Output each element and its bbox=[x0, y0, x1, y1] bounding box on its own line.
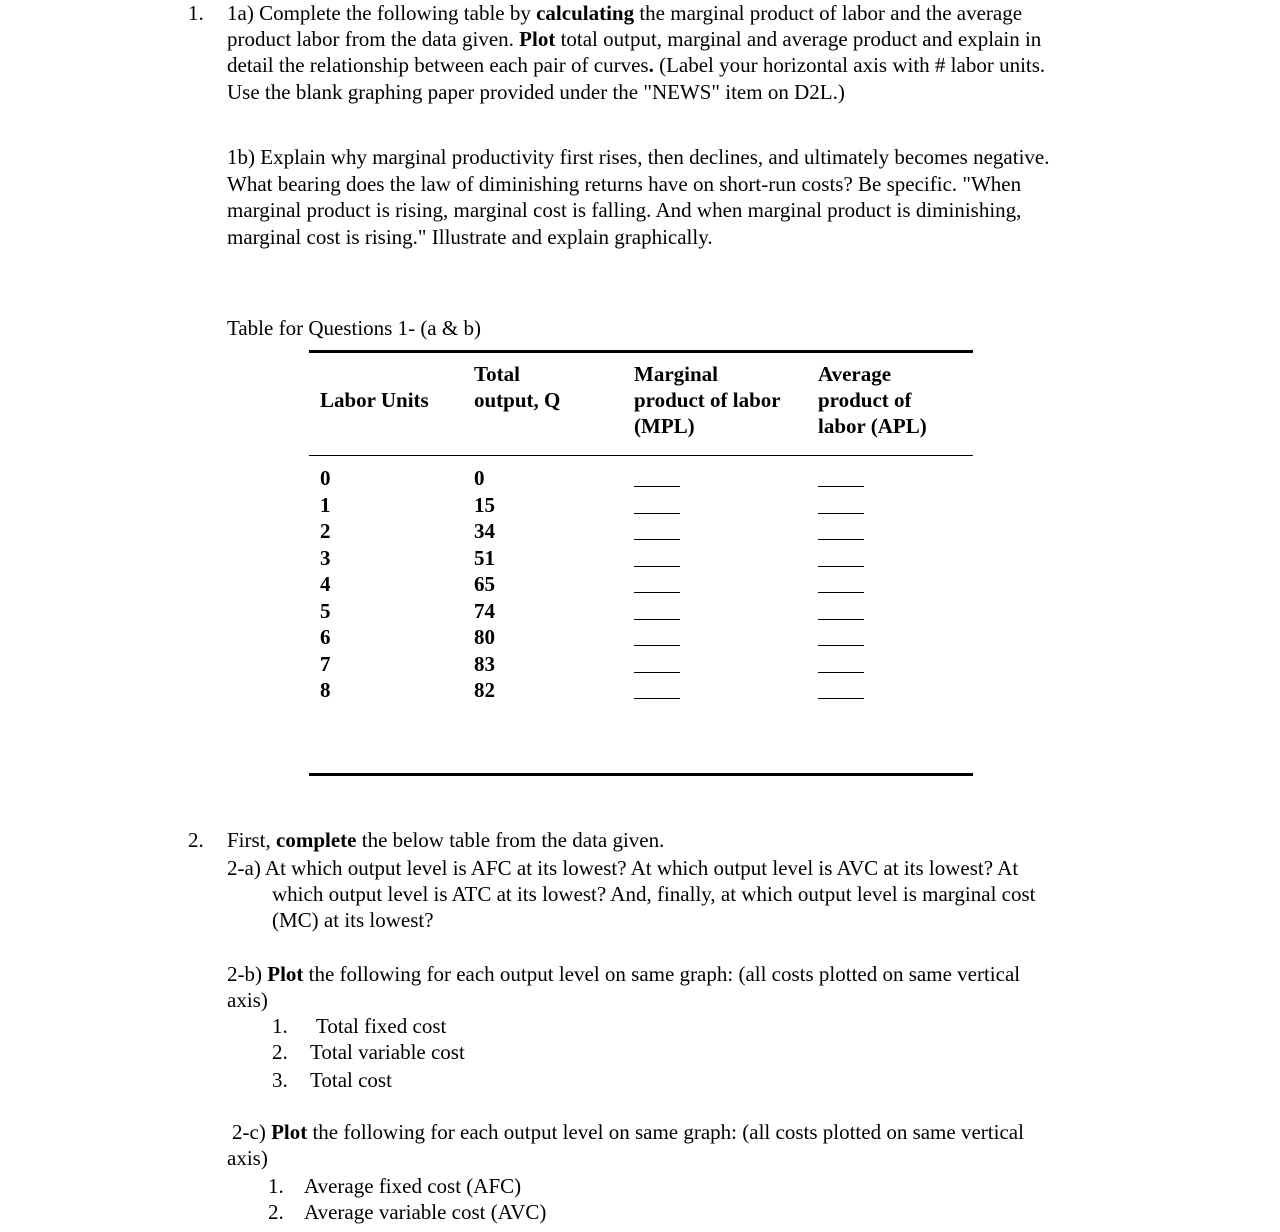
apl-blank[interactable] bbox=[818, 513, 864, 514]
table-bottom-rule bbox=[309, 773, 973, 776]
list-item-number: 1. bbox=[272, 1014, 288, 1038]
apl-blank[interactable] bbox=[818, 592, 864, 593]
apl-blank[interactable] bbox=[818, 672, 864, 673]
labor-units-cell: 3 bbox=[320, 545, 331, 570]
labor-units-cell: 1 bbox=[320, 492, 331, 517]
mpl-blank[interactable] bbox=[634, 566, 680, 567]
table-top-rule bbox=[309, 350, 973, 353]
labor-units-cell: 4 bbox=[320, 572, 331, 596]
header-labor-units: Labor Units bbox=[320, 388, 429, 412]
mpl-blank[interactable] bbox=[634, 513, 680, 514]
question-1b-line: marginal product is rising, marginal cost is falling. And when marginal product is diminishing, bbox=[227, 198, 1022, 222]
text-segment: Plot bbox=[519, 27, 556, 51]
question-2a-line: (MC) at its lowest? bbox=[272, 908, 434, 932]
apl-blank[interactable] bbox=[818, 645, 864, 646]
question-2c-line: axis) bbox=[227, 1146, 268, 1170]
mpl-blank[interactable] bbox=[634, 539, 680, 540]
apl-blank[interactable] bbox=[818, 486, 864, 487]
apl-blank[interactable] bbox=[818, 698, 864, 699]
labor-units-cell: 8 bbox=[320, 678, 331, 702]
total-output-cell: 82 bbox=[474, 678, 495, 702]
question-2-intro: First, complete the below table from the data given. bbox=[227, 828, 665, 852]
text-segment: product labor from the data given. bbox=[227, 27, 520, 51]
text-segment: 1a) Complete the following table by bbox=[227, 1, 537, 25]
total-output-cell: 51 bbox=[474, 545, 495, 570]
question-2a-line: which output level is ATC at its lowest? And, finally, at which output level is marginal cost bbox=[272, 882, 1036, 906]
list-item: Total variable cost bbox=[310, 1040, 465, 1064]
question-1-number: 1. bbox=[188, 1, 204, 25]
table-caption: Table for Questions 1- (a & b) bbox=[227, 316, 481, 340]
question-1b-line: What bearing does the law of diminishing returns have on short-run costs? Be specific. "When bbox=[227, 172, 1022, 196]
text-segment: (Label your horizontal axis with # labor units. bbox=[653, 53, 1046, 77]
question-1a-line bbox=[227, 53, 1045, 77]
mpl-blank[interactable] bbox=[634, 619, 680, 620]
total-output-cell: 34 bbox=[474, 519, 495, 543]
table-header-rule bbox=[309, 455, 973, 456]
mpl-blank[interactable] bbox=[634, 698, 680, 699]
question-1b-line: marginal cost is rising." Illustrate and explain graphically. bbox=[227, 225, 713, 249]
text-segment: the marginal product of labor and the average bbox=[634, 1, 1023, 25]
text-segment: detail the relationship between each pair of curves bbox=[227, 53, 649, 77]
header-total-output: Total output, Q bbox=[474, 362, 561, 412]
list-item: Average fixed cost (AFC) bbox=[304, 1174, 522, 1198]
header-mpl: Marginal product of labor (MPL) bbox=[634, 362, 781, 438]
mpl-blank[interactable] bbox=[634, 645, 680, 646]
total-output-cell: 83 bbox=[474, 651, 495, 676]
list-item-number: 2. bbox=[272, 1040, 288, 1064]
list-item: Total cost bbox=[310, 1068, 392, 1092]
list-item-number: 2. bbox=[268, 1200, 284, 1224]
mpl-blank[interactable] bbox=[634, 672, 680, 673]
question-1a-line bbox=[227, 27, 1041, 51]
question-2b-line: 2-b) Plot the following for each output level on same graph: (all costs plotted on same vertical bbox=[227, 962, 1021, 986]
question-2b-line: axis) bbox=[227, 988, 268, 1012]
list-item: Total fixed cost bbox=[316, 1014, 447, 1038]
total-output-cell: 0 bbox=[474, 466, 485, 490]
total-output-cell: 15 bbox=[474, 492, 495, 517]
apl-blank[interactable] bbox=[818, 539, 864, 540]
text-segment: calculating bbox=[536, 1, 635, 25]
question-2c-line: 2-c) Plot the following for each output level on same graph: (all costs plotted on same vertical bbox=[232, 1120, 1024, 1144]
labor-units-cell: 6 bbox=[320, 625, 331, 649]
labor-units-cell: 5 bbox=[320, 598, 331, 623]
labor-units-cell: 2 bbox=[320, 519, 331, 543]
mpl-blank[interactable] bbox=[634, 592, 680, 593]
question-2a-line: 2-a) At which output level is AFC at its lowest? At which output level is AVC at its lowest? At bbox=[227, 856, 1019, 880]
question-1b-line: 1b) Explain why marginal productivity first rises, then declines, and ultimately becomes negative. bbox=[227, 145, 1050, 169]
list-item-number: 3. bbox=[272, 1068, 288, 1092]
total-output-cell: 65 bbox=[474, 572, 495, 596]
apl-blank[interactable] bbox=[818, 619, 864, 620]
labor-units-cell: 7 bbox=[320, 651, 331, 676]
mpl-blank[interactable] bbox=[634, 486, 680, 487]
list-item: Average variable cost (AVC) bbox=[304, 1200, 547, 1224]
text-segment: total output, marginal and average product and explain in bbox=[555, 27, 1042, 51]
apl-blank[interactable] bbox=[818, 566, 864, 567]
list-item-number: 1. bbox=[268, 1174, 284, 1198]
header-apl: Average product of labor (APL) bbox=[818, 362, 927, 438]
text-segment: Use the blank graphing paper provided under the "NEWS" item on D2L.) bbox=[227, 80, 845, 104]
total-output-cell: 80 bbox=[474, 625, 495, 649]
question-2-number: 2. bbox=[188, 828, 204, 852]
question-1a-line bbox=[227, 1, 1022, 25]
labor-units-cell: 0 bbox=[320, 466, 331, 490]
total-output-cell: 74 bbox=[474, 598, 495, 623]
text-segment: . bbox=[648, 53, 654, 77]
question-1a-line bbox=[227, 80, 845, 104]
